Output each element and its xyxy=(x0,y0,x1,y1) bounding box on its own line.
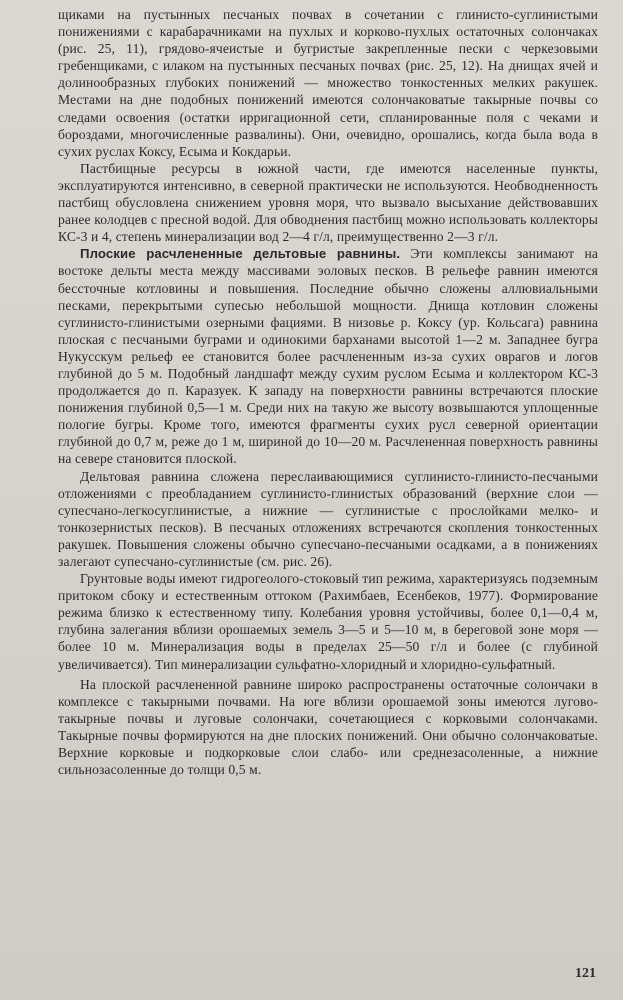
paragraph-3-text: Эти комплексы занимают на востоке дельты места между массивами эоловых песков. В рельефе равнин имеются бессточные котловины и повышения. Последние обычно сложены аллювиальными песками, перекрытыми супесью небольшой мощности. Днища котловин сложены суглинисто-глинистыми озерными фациями. В низовье р. Коксу (ур. Кольсага) равнина плоская с песчаными буграми и одинокими барханами высотой 1—2 м. Западнее бугра Нукусскум рельеф ее становится более расчлененным из-за сухих оврагов и логов глубиной до 5 м. Подобный ландшафт между сухим руслом Есыма и коллектором КС-3 продолжается до п. Каразуек. К западу на поверхности равнины встречаются плоские понижения глубиной 0,5—1 м. Среди них на такую же высоту возвышаются уплощенные пологие бугры. Кроме того, имеются фрагменты сухих русл северной ориентации глубиной до 0,7 м, реже до 1 м, шириной до 10—20 м. Расчлененная поверхность равнины на севере становится плоской. xyxy=(58,246,598,467)
paragraph-2 xyxy=(58,160,598,245)
page-number: 121 xyxy=(575,966,596,981)
paragraph-4-text: Дельтовая равнина сложена переслаивающимися суглинисто-глинисто-песчаными отложениями с преобладанием суглинисто-глинистых образований (верхние слои — супесчано-легкосуглинистые, а нижние — суглинистые с прослойками мелко- и тонкозернистых песков). В песчаных отложениях встречаются скопления тонкостенных ракушек. Повышения сложены обычно супесчано-песчаными осадками, а в понижениях залегают супесчано-суглинистые (см. рис. 26). xyxy=(58,468,598,569)
paragraph-6 xyxy=(58,676,598,779)
paragraph-6-text: На плоской расчлененной равнине широко распространены остаточные солончаки в комплексе с такырными почвами. На юге вблизи орошаемой зоны имеются лугово-такырные почвы и луговые солончаки, сочетающиеся с корковыми солончаками. Такырные почвы формируются на дне плоских понижений. Они обычно солончаковатые. Верхние корковые и подкорковые слои слабо- или среднезасоленные, а нижние сильнозасоленные до толщи 0,5 м. xyxy=(58,676,598,778)
paragraph-5-text: Грунтовые воды имеют гидрогеолого-стоковый тип режима, характеризуясь подземным притоком сбоку и естественным оттоком (Рахимбаев, Есенбеков, 1977). Формирование режима близко к естественному типу. Колебания уровня устойчивы, более 0,1—0,4 м, глубина залегания вблизи орошаемых земель 3—5 и 5—10 м, в береговой зоне моря — более 10 м. Минерализация воды в пределах 25—50 г/л и более (с глубиной увеличивается). Тип минерализации сульфатно-хлоридный и хлоридно-сульфатный. xyxy=(58,571,598,672)
paragraph-3 xyxy=(58,245,598,467)
paragraph-2-text: Пастбищные ресурсы в южной части, где имеются населенные пункты, эксплуатируются интенсивно, в северной практически не используются. Необводненность пастбищ обусловлена снижением уровня моря, что вызвало высыхание действовавших ранее колодцев с пресной водой. Для обводнения пастбищ можно использовать коллекторы КС-3 и 4, степень минерализации вод 2—4 г/л, преимущественно 2—3 г/л. xyxy=(58,160,598,245)
paragraph-3-lead: Плоские расчлененные дельтовые равнины. xyxy=(80,246,401,262)
paragraph-5 xyxy=(58,570,598,673)
paragraph-1 xyxy=(58,6,598,160)
paragraph-1-text: щиками на пустынных песчаных почвах в сочетании с глинисто-суглинистыми понижениями с карабарачниками на пухлых и корково-пухлых остаточных солончаках (рис. 25, 11), грядово-ячеистые и бугристые закрепленные пески с черкезовыми гребенщиками, с илаком на пустынных песчаных почвах (рис. 25, 12). На днищах ячей и долинообразных глубоких понижений — множество тонкостенных мелких ракушек. Местами на дне подобных понижений имеются солончаковатые такырные почвы со следами освоения (остатки ирригационной сети, спланированные поля с чеками и бороздами, многочисленные развалины). Они, очевидно, орошались, когда была вода в сухих руслах Коксу, Есыма и Кокдарьи. xyxy=(58,7,598,159)
body-text xyxy=(58,6,598,778)
paragraph-4 xyxy=(58,468,598,571)
